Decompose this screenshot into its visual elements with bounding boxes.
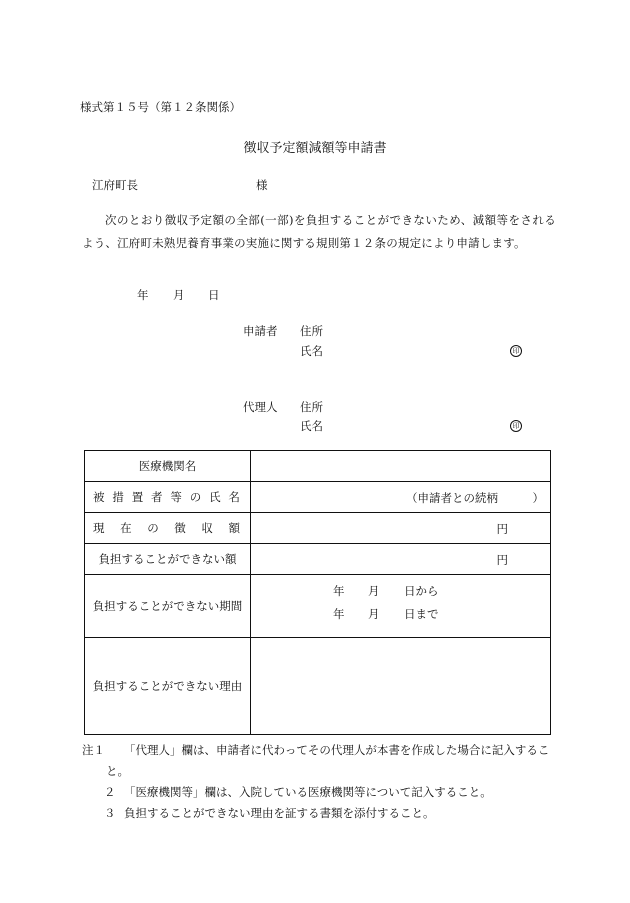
period-from-year: 年: [333, 584, 345, 598]
period-to-month: 月: [368, 607, 380, 621]
patient-value-cell[interactable]: [251, 482, 551, 513]
period-value-cell[interactable]: [251, 575, 551, 638]
table-row: [85, 544, 551, 575]
table-row: [85, 638, 551, 735]
table-row: [85, 482, 551, 513]
label-char: 等: [170, 490, 182, 504]
current-amount-label: [85, 520, 250, 536]
label-char: 者: [151, 490, 163, 504]
note-3-text: 負担することができない理由を証する書類を添付すること。: [124, 806, 435, 820]
label-char: の: [189, 490, 202, 504]
note-3: [82, 803, 560, 824]
addressee: 江府町長: [92, 178, 138, 192]
date-year[interactable]: 年: [137, 288, 149, 302]
notes: [82, 740, 560, 824]
honorific: 様: [256, 178, 268, 192]
period-to-suffix: 日まで: [404, 607, 439, 621]
relation-note: （申請者との続柄 ）: [406, 491, 544, 505]
period-to-year: 年: [333, 607, 345, 621]
note-2-text: 「医療機関等」欄は、入院している医療機関等について記入すること。: [124, 785, 492, 799]
applicant-role: 申請者: [243, 324, 278, 338]
form-number: 様式第１５号（第１２条関係）: [80, 100, 241, 114]
label-char: 措: [112, 490, 124, 504]
label-char: 被: [93, 490, 105, 504]
date-month[interactable]: 月: [173, 288, 185, 302]
current-amount-value-cell[interactable]: [251, 513, 551, 544]
note-1-text: 「代理人」欄は、申請者に代わってその代理人が本書を作成した場合に記入するこ: [124, 743, 550, 757]
current-amount-label-cell: [85, 513, 251, 544]
note-1: [82, 740, 560, 761]
unpayable-amount-value-cell[interactable]: [251, 544, 551, 575]
note-1-cont: と。: [106, 764, 129, 778]
note-1-continuation: [82, 761, 560, 782]
period-from-month: 月: [368, 584, 380, 598]
applicant-name-label[interactable]: 氏名: [300, 344, 323, 358]
agent-name-label[interactable]: 氏名: [300, 419, 323, 433]
agent-address-label[interactable]: 住所: [300, 400, 323, 414]
label-char: 在: [120, 521, 132, 535]
reason-label: 負担することができない理由: [92, 679, 243, 693]
note-3-prefix: ３: [104, 806, 116, 820]
unpayable-amount-label: 負担することができない額: [98, 552, 237, 566]
table-row: [85, 575, 551, 638]
period-label-cell: [85, 575, 251, 638]
reason-value-cell[interactable]: [251, 638, 551, 735]
note-2: [82, 782, 560, 803]
note-1-prefix: 注１: [82, 743, 105, 757]
label-char: 徴: [174, 521, 186, 535]
label-char: 置: [131, 490, 144, 504]
patient-label-cell: [85, 482, 251, 513]
unpayable-amount-label-cell: [85, 544, 251, 575]
yen-unit: 円: [496, 522, 508, 536]
period-from-suffix: 日から: [404, 584, 439, 598]
hospital-value-cell[interactable]: [251, 451, 551, 482]
hospital-label-cell: [85, 451, 251, 482]
yen-unit: 円: [496, 553, 508, 567]
table-row: [85, 513, 551, 544]
agent-seal-icon: 印: [510, 420, 522, 432]
applicant-address-label[interactable]: 住所: [300, 324, 323, 338]
reason-label-cell: [85, 638, 251, 735]
agent-role: 代理人: [243, 400, 278, 414]
label-char: 現: [93, 521, 105, 535]
label-char: 額: [228, 521, 240, 535]
period-label: 負担することができない期間: [92, 599, 243, 613]
note-2-prefix: ２: [104, 785, 116, 799]
label-char: 氏: [209, 490, 221, 504]
document-title: 徴収予定額減額等申請書: [243, 141, 387, 156]
application-table: [84, 450, 551, 735]
patient-label: [85, 489, 250, 505]
label-char: の: [147, 521, 159, 535]
date-day[interactable]: 日: [208, 288, 220, 302]
body-paragraph: 次のとおり徴収予定額の全部(一部)を負担することができないため、減額等をされるよう、江府町未熟児養育事業の実施に関する規則第１２条の規定により申請します。: [82, 213, 556, 250]
label-char: 収: [201, 521, 213, 535]
applicant-seal-icon: 印: [510, 345, 522, 357]
table-row: [85, 451, 551, 482]
hospital-label: 医療機関名: [138, 459, 197, 473]
label-char: 名: [228, 490, 240, 504]
